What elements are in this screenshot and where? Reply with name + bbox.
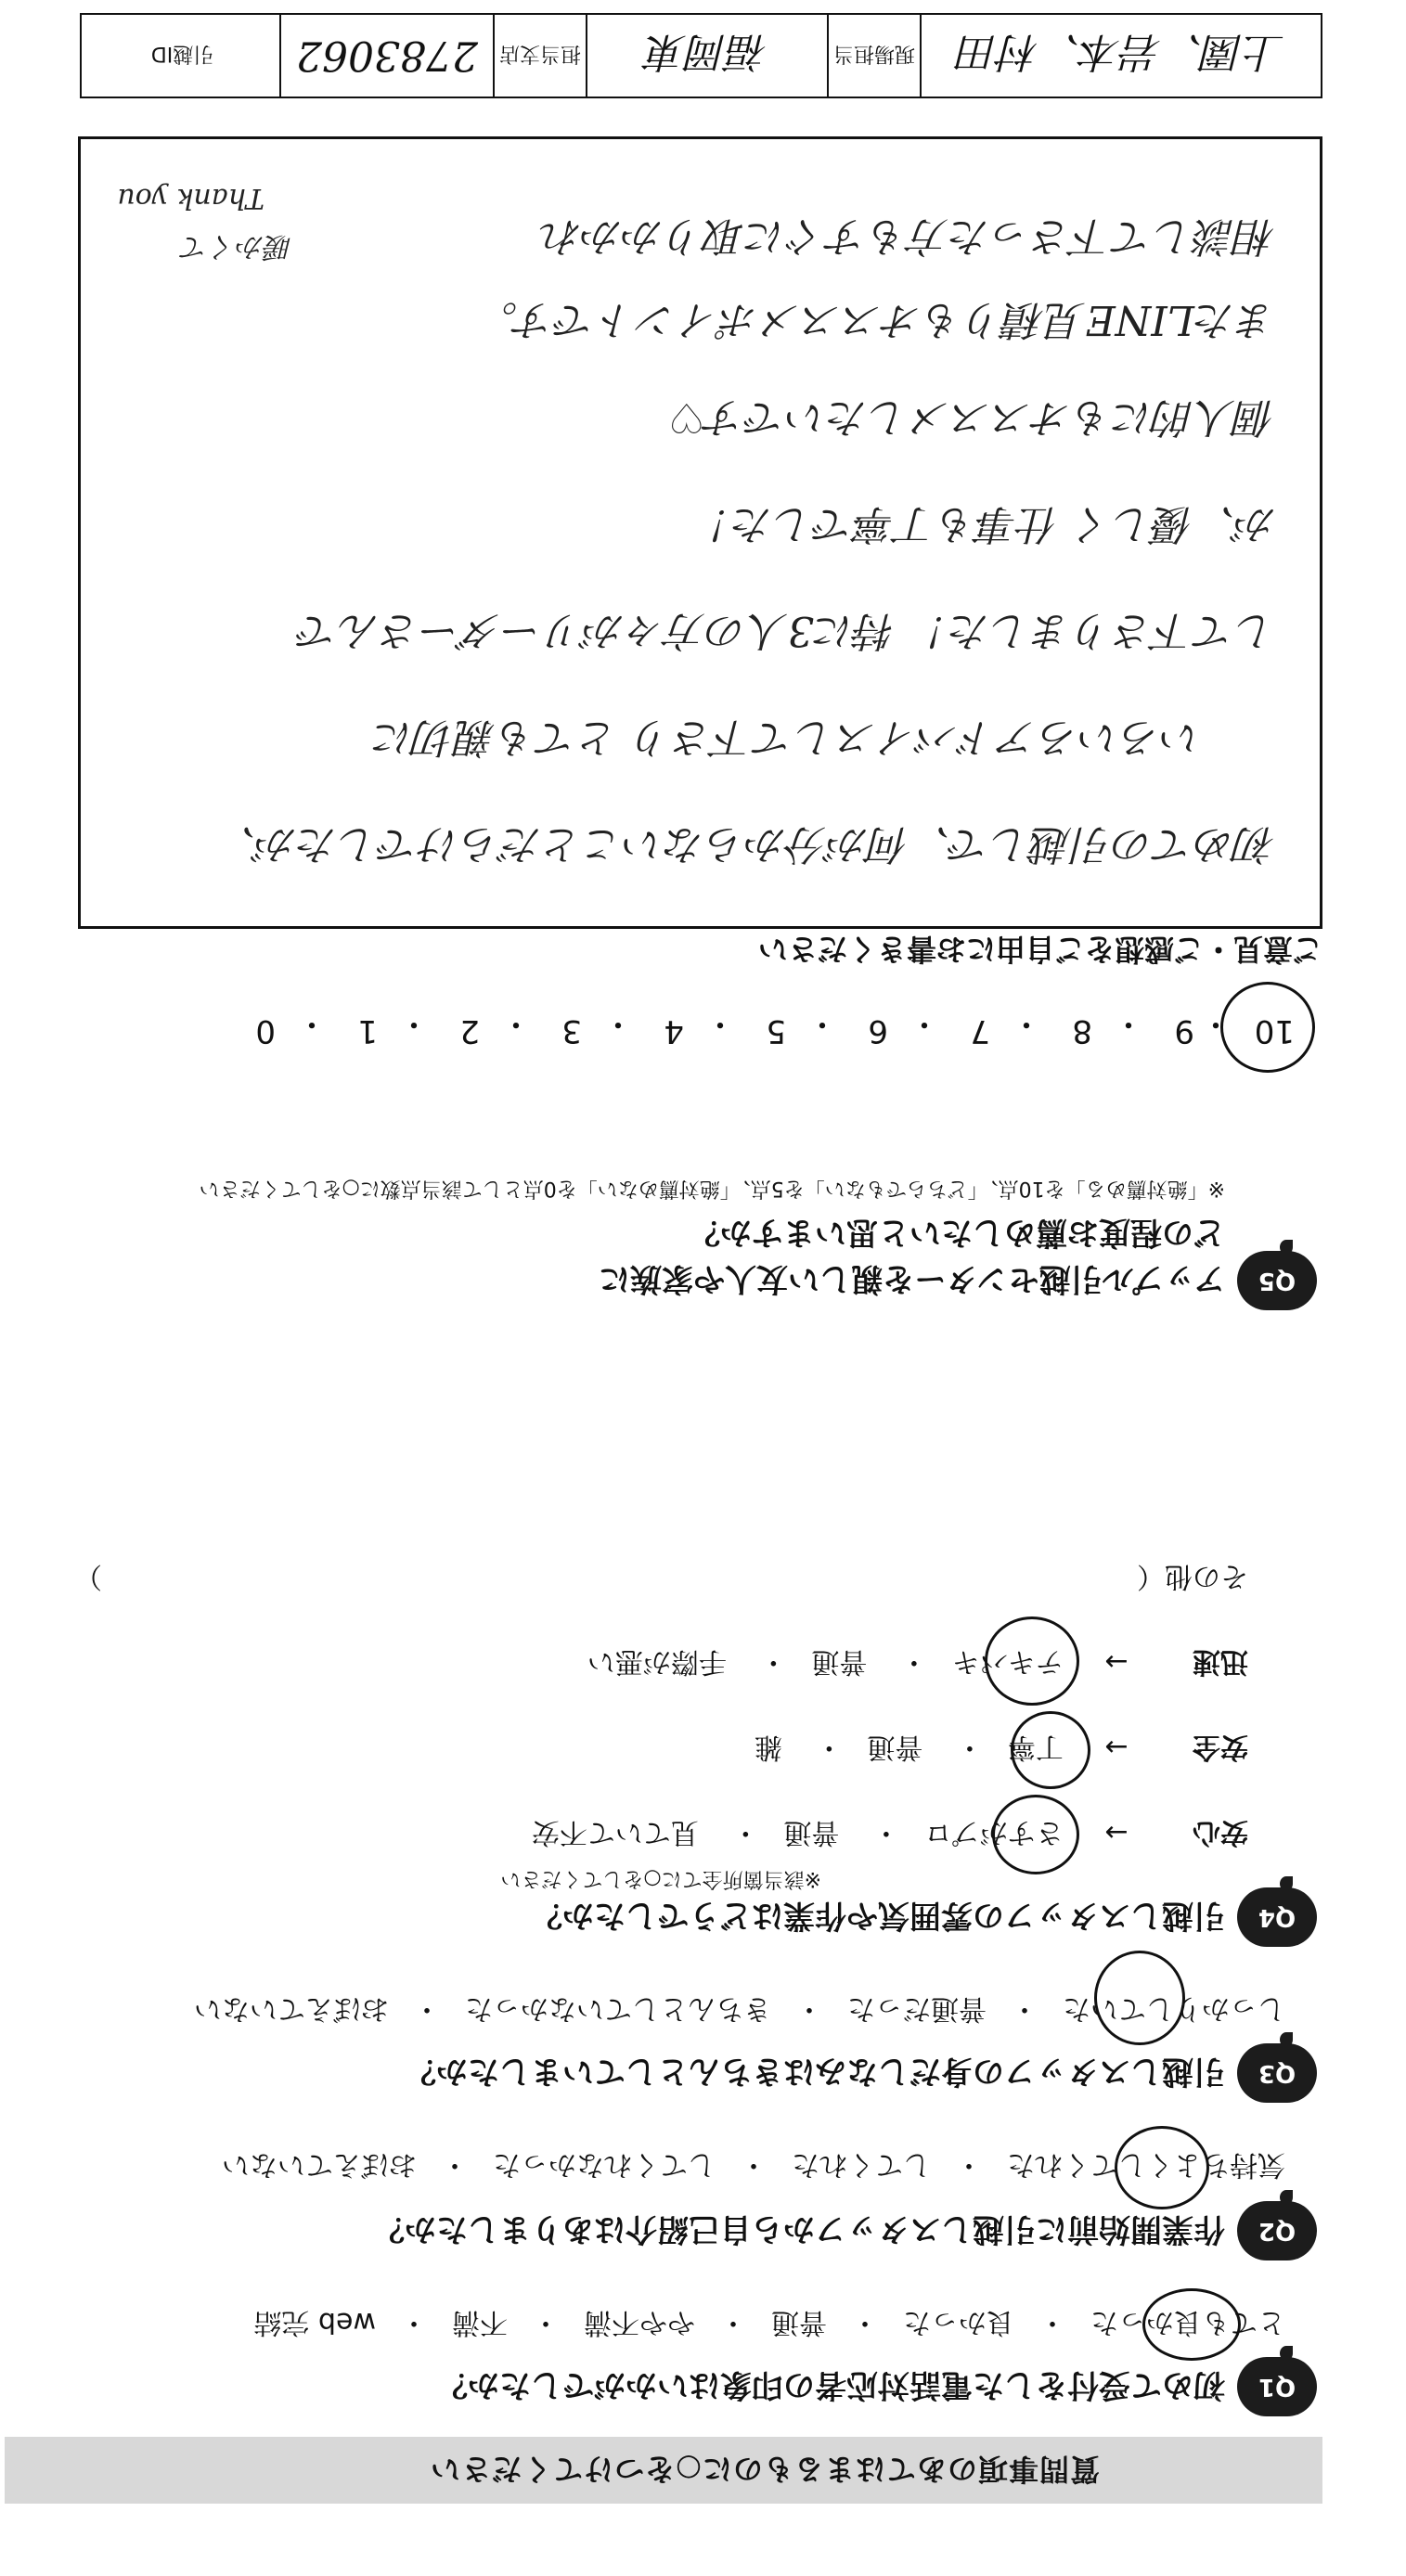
id-label-cell [85, 15, 281, 97]
q4-other [1137, 1559, 1248, 1600]
q3-option[interactable]: しっかりしていた [1063, 1992, 1285, 2025]
branch-label-cell [495, 15, 587, 97]
comment-line: 個人的にもオススメしたいです♡ [667, 393, 1276, 441]
q2-answer-circle [1115, 2126, 1209, 2209]
q5-text-line1: アップル引越センターを親しい友人や家族に [599, 1260, 1225, 1297]
q5-score[interactable]: 7 [970, 1012, 990, 1050]
q4-option[interactable]: 見ていて不安 [531, 1816, 699, 1848]
comment-line: 相談して下さった方もすぐに取りかかれ [541, 213, 1276, 260]
q2-option[interactable]: してくれた [792, 2148, 931, 2181]
q1-option[interactable]: 普通 [771, 2306, 827, 2338]
q1-option[interactable]: とても良かった [1090, 2306, 1285, 2338]
instruction-text: 質問事項のあてはまるものに○をつけてください [430, 2452, 1100, 2487]
q4-anshin-circle [992, 1795, 1079, 1874]
q4-row-jinsoku: 迅速 → テキパキ・ 普通・ 手際が悪い [587, 1644, 1248, 1685]
q3-option[interactable]: おぼえていない [194, 1992, 389, 2025]
q1-option[interactable]: 不満 [452, 2306, 508, 2338]
comment-line: またLINE見積りもオススメポイントです。 [476, 296, 1276, 343]
q5-score[interactable]: 2 [459, 1012, 480, 1050]
q4-option[interactable]: 普通 [783, 1816, 840, 1848]
q4-option[interactable]: 雑 [754, 1731, 782, 1763]
comment-line: して下さりました！ 特に3人の方々がリーダーさんで [298, 607, 1276, 654]
q5-badge: Q5 [1237, 1251, 1317, 1310]
id-label: 引越ID [150, 42, 214, 66]
q4-other-label: その他（ [1137, 1560, 1248, 1592]
q3-text: 引越しスタッフの身だしなみはきちんとしていましたか？ [405, 2053, 1225, 2090]
q4-row-anzen: 安全 → 丁寧・ 普通・ 雑 [755, 1730, 1248, 1771]
q4-anzen-circle [1011, 1711, 1090, 1789]
q3-option[interactable]: 普通だった [847, 1992, 987, 2025]
q2-options: 気持ちよくしてくれた ・ してくれた ・ してくれなかった ・ おぼえていない [222, 2147, 1285, 2188]
q2-option[interactable]: 気持ちよくしてくれた [1007, 2148, 1285, 2181]
q5-text-line2: どの程度お薦めしたいと思いますか？ [689, 1214, 1225, 1251]
comment-signature-bottom: Thank you [117, 182, 264, 214]
q4-badge: Q4 [1237, 1887, 1317, 1947]
survey-page: 質問事項のあてはまるものに○をつけてください Q1 初めて受付をした電話対応者の印象はいかがでしたか？ とても良かった ・ 良かった ・ 普通 ・ やや不満 ・ 不満 ・ web 完結 Q2 作業開始前に引越しスタッフから自己紹介はありましたか？ 気持ちよくしてくれた ・ してくれた ・ してくれなかった ・ おぼえていない Q3 引越しスタッフの身だしなみはきちんとしていましたか？ しっかりしていた ・ 普通だった ・ きちんとしていなかった ・ おぼえていない Q4 引越しスタッフの雰囲気や作業はどうでしたか？ ※該当箇所全てに○をしてください 安心 → さすがプロ・ 普通・ 見ていて不安 安全 → 丁寧・ 普通・ 雑 迅速 → テキパキ・ 普通・ 手際が悪い その他（ ） Q5 アップル引越センターを親しい友人や家族に どの程度お薦めしたいと思いますか？ ※「絶対薦める」を10点、「どちらでもない」を5点、「絶対薦めない」を0点として該当点数に○をしてください 10 ・ 9 ・ 8 ・ 7 ・ 6 ・ 5 ・ 4 ・ 3 ・ 2 ・ 1 ・ 0 ご意見・ご感想をご自由にお書きください 初めての引越しで、何が分からないことだらけでしたが、 いろいろアドバイスして下さり とても親切に して下さりました！ 特に3人の方々がリーダーさんで が、優しく 仕事も丁寧でした！ 個人的にもオススメしたいです♡ またLINE見積りもオススメポイントです。 相談して下さった方もすぐに取りかかれ 暖かくて Thank you 上園、岩本、村田 現場担当 福岡東 担当支店 2783062 引越ID [0, 0, 1406, 2576]
q2-text: 作業開始前に引越しスタッフから自己紹介はありましたか？ [373, 2210, 1225, 2248]
comment-line: 初めての引越しで、何が分からないことだらけでしたが、 [214, 820, 1276, 868]
q4-option[interactable]: 普通 [867, 1731, 923, 1763]
q5-score[interactable]: 4 [664, 1012, 684, 1050]
q2-badge: Q2 [1237, 2201, 1317, 2260]
q1-badge: Q1 [1237, 2357, 1317, 2416]
staff-value: 上園、岩本、村田 [958, 28, 1284, 75]
q1-option[interactable]: 良かった [903, 2306, 1014, 2338]
q5-score[interactable]: 10 [1254, 1012, 1295, 1050]
q1-options: とても良かった ・ 良かった ・ 普通 ・ やや不満 ・ 不満 ・ web 完結 [253, 2305, 1285, 2346]
comment-line: いろいろアドバイスして下さり とても親切に [373, 714, 1202, 761]
q5-score[interactable]: 8 [1072, 1012, 1092, 1050]
q3-options: しっかりしていた ・ 普通だった ・ きちんとしていなかった ・ おぼえていない [194, 1991, 1285, 2032]
q4-option[interactable]: 普通 [811, 1645, 868, 1678]
q2-option[interactable]: おぼえていない [222, 2148, 417, 2181]
staff-label: 現場担当 [833, 42, 916, 66]
q5-answer-circle [1220, 982, 1315, 1073]
id-value: 2783062 [296, 32, 478, 80]
branch-label: 担当支店 [499, 42, 582, 66]
branch-value: 福岡東 [646, 28, 768, 75]
q4-row-label: 安心 [1193, 1816, 1248, 1848]
q5-score[interactable]: 9 [1174, 1012, 1194, 1050]
q1-option[interactable]: web 完結 [253, 2306, 376, 2338]
arrow-right-icon: → [1104, 1645, 1129, 1678]
q2-option[interactable]: してくれなかった [493, 2148, 716, 2181]
staff-value-cell [922, 15, 1321, 97]
q3-answer-circle [1094, 1951, 1185, 2045]
comment-title: ご意見・ご感想をご自由にお書きください [757, 932, 1322, 967]
q5-note: ※「絶対薦める」を10点、「どちらでもない」を5点、「絶対薦めない」を0点として該当点数に○をしてください [199, 1177, 1225, 1200]
q1-answer-circle [1142, 2288, 1241, 2361]
q4-option[interactable]: テキパキ [951, 1645, 1064, 1678]
arrow-right-icon: → [1104, 1816, 1129, 1848]
q4-note: ※該当箇所全てに○をしてください [500, 1867, 821, 1890]
q4-option[interactable]: さすがプロ [923, 1816, 1064, 1848]
q1-text: 初めて受付をした電話対応者の印象はいかがでしたか？ [436, 2366, 1225, 2403]
header-table [80, 13, 1322, 98]
id-value-cell [281, 15, 495, 97]
comment-signature-top: 暖かくて [181, 230, 292, 263]
q5-score[interactable]: 0 [255, 1012, 276, 1050]
q4-row-label: 安全 [1193, 1731, 1248, 1763]
q4-row-label: 迅速 [1193, 1645, 1248, 1678]
arrow-right-icon: → [1104, 1731, 1129, 1763]
q1-option[interactable]: やや不満 [584, 2306, 695, 2338]
q5-score[interactable]: 6 [868, 1012, 888, 1050]
q3-badge: Q3 [1237, 2043, 1317, 2103]
q4-other-close: ） [74, 1560, 102, 1592]
q5-score[interactable]: 3 [561, 1012, 582, 1050]
q4-option[interactable]: 丁寧 [1007, 1731, 1064, 1763]
comment-line: が、優しく 仕事も丁寧でした！ [691, 500, 1276, 547]
branch-value-cell [587, 15, 829, 97]
q3-option[interactable]: きちんとしていなかった [465, 1992, 771, 2025]
q4-text: 引越しスタッフの雰囲気や作業はどうでしたか？ [531, 1897, 1225, 1934]
q4-jinsoku-circle [985, 1616, 1079, 1706]
q5-score[interactable]: 5 [766, 1012, 786, 1050]
q4-row-anshin: 安心 → さすがプロ・ 普通・ 見ていて不安 [532, 1815, 1248, 1856]
q4-option[interactable]: 手際が悪い [587, 1645, 727, 1678]
q5-score[interactable]: 1 [357, 1012, 378, 1050]
staff-label-cell [829, 15, 922, 97]
